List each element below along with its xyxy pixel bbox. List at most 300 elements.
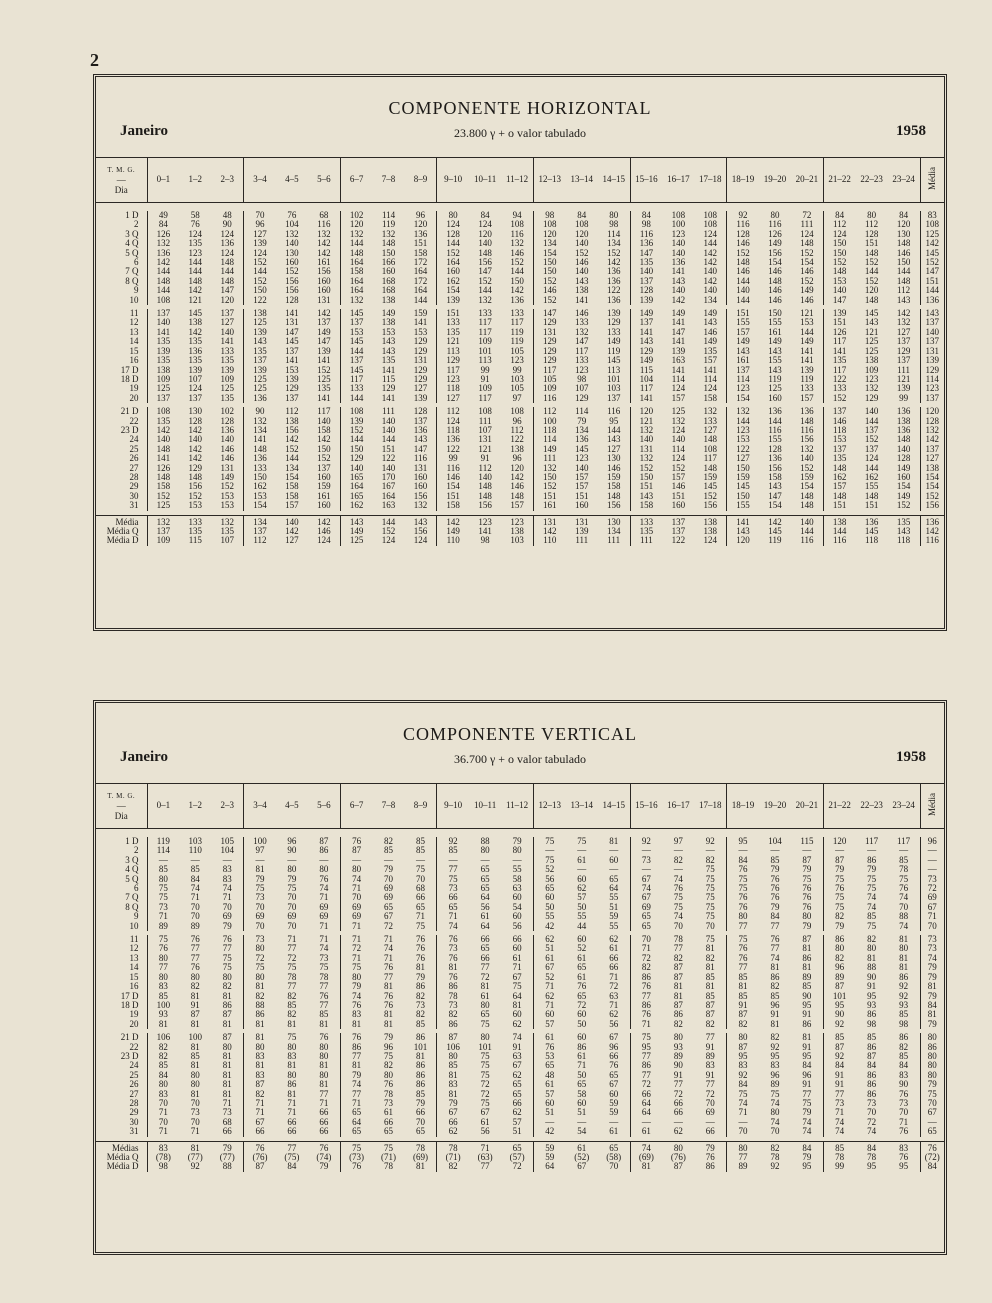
value-cell: 57 xyxy=(533,1020,565,1029)
value-cell: 146 xyxy=(220,454,234,464)
value-cell: 80 xyxy=(770,211,780,220)
value-cell: 76 xyxy=(319,991,329,1001)
value-cell: 149 xyxy=(630,309,662,318)
row-label: 24 xyxy=(129,435,139,445)
value-cell: 65 xyxy=(577,991,587,1001)
value-cell: 79 xyxy=(340,982,372,991)
value-cell: 112 xyxy=(864,220,879,230)
value-cell: 141 xyxy=(381,393,396,403)
mean-cell: 142 xyxy=(920,527,944,536)
hour-column-header: 5–6 xyxy=(308,158,340,203)
value-cell: 146 xyxy=(800,267,814,277)
value-cell: 80 xyxy=(147,875,179,884)
value-cell: 76 xyxy=(823,884,855,893)
value-cell: 164 xyxy=(413,267,428,277)
value-cell: 157 xyxy=(727,328,759,337)
value-cell: 164 xyxy=(340,277,372,286)
value-cell: 70 xyxy=(287,902,297,912)
value-cell: 86 xyxy=(577,1042,587,1052)
value-cell: 120 xyxy=(340,220,372,229)
table-row xyxy=(96,884,944,893)
value-cell: 140 xyxy=(800,454,814,464)
value-cell: 84 xyxy=(727,856,759,865)
value-cell: 79 xyxy=(802,865,812,875)
value-cell: 121 xyxy=(896,374,911,384)
value-cell: 124 xyxy=(703,229,718,239)
value-cell: 132 xyxy=(340,296,372,305)
value-cell: 135 xyxy=(220,527,234,536)
value-cell: 140 xyxy=(381,425,396,435)
table-row xyxy=(96,445,944,454)
value-cell: 143 xyxy=(671,276,686,286)
value-cell: 124 xyxy=(671,454,686,464)
value-cell: 144 xyxy=(147,267,179,276)
value-cell: 137 xyxy=(244,527,276,536)
value-cell: — xyxy=(630,1118,662,1127)
value-cell: 136 xyxy=(768,407,782,417)
table-row xyxy=(96,473,944,482)
value-cell: 50 xyxy=(577,1019,587,1029)
value-cell: 77 xyxy=(319,1089,329,1099)
value-cell: 81 xyxy=(244,1061,276,1070)
value-cell: 92 xyxy=(705,837,715,846)
value-cell: 108 xyxy=(510,220,524,230)
value-cell: 71 xyxy=(147,1127,179,1136)
value-cell: 75 xyxy=(867,874,877,884)
row-label: 18 D xyxy=(120,374,139,384)
value-cell: 80 xyxy=(727,912,759,921)
value-cell: 73 xyxy=(823,1099,855,1108)
value-cell: — xyxy=(609,1117,619,1127)
value-cell: 158 xyxy=(285,491,299,501)
value-cell: 84 xyxy=(147,220,179,229)
value-cell: 76 xyxy=(437,954,469,963)
value-cell: 133 xyxy=(574,318,589,328)
value-cell: 125 xyxy=(147,384,179,393)
value-cell: 149 xyxy=(381,309,396,319)
value-cell: 164 xyxy=(413,286,428,296)
spacer-row xyxy=(96,829,944,838)
value-cell: 129 xyxy=(896,346,911,356)
value-cell: 139 xyxy=(896,384,911,394)
value-cell: 86 xyxy=(630,1001,662,1010)
value-cell: 65 xyxy=(598,1141,630,1153)
mean-cell: 71 xyxy=(920,912,944,921)
value-cell: 128 xyxy=(864,229,879,239)
value-cell: 141 xyxy=(285,356,299,366)
value-cell: 133 xyxy=(574,356,589,366)
value-cell: 122 xyxy=(823,375,855,384)
value-cell: 72 xyxy=(577,1000,587,1010)
value-cell: 112 xyxy=(510,425,524,435)
value-cell: (71) xyxy=(381,1153,397,1162)
value-cell: 142 xyxy=(671,295,686,305)
value-cell: 62 xyxy=(512,1019,522,1029)
value-cell: 57 xyxy=(512,1117,522,1127)
value-cell: 87 xyxy=(244,1080,276,1089)
value-cell: 104 xyxy=(768,837,782,846)
value-cell: 96 xyxy=(802,1070,812,1080)
value-cell: 86 xyxy=(705,1162,715,1172)
value-cell: 117 xyxy=(533,366,565,375)
value-cell: 65 xyxy=(609,874,619,884)
value-cell: 91 xyxy=(480,454,490,464)
value-cell: 152 xyxy=(800,463,814,473)
value-cell: 135 xyxy=(630,258,662,267)
value-cell: — xyxy=(673,865,683,875)
value-cell: 127 xyxy=(606,444,621,454)
value-cell: 98 xyxy=(147,1162,179,1171)
value-cell: 134 xyxy=(606,239,621,249)
value-cell: 148 xyxy=(864,295,879,305)
value-cell: 82 xyxy=(287,1010,297,1020)
value-cell: 117 xyxy=(317,407,331,417)
value-cell: 82 xyxy=(759,1141,791,1153)
value-cell: 77 xyxy=(276,1141,308,1153)
value-cell: 121 xyxy=(478,444,492,454)
value-cell: 140 xyxy=(630,435,662,444)
value-cell: 105 xyxy=(533,375,565,384)
value-cell: 142 xyxy=(510,286,524,296)
value-cell: 59 xyxy=(609,912,619,922)
value-cell: 172 xyxy=(413,276,428,286)
value-cell: 137 xyxy=(864,425,879,435)
value-cell: — xyxy=(244,856,276,865)
value-cell: 81 xyxy=(319,1080,329,1090)
value-cell: 86 xyxy=(222,1000,232,1010)
value-cell: 62 xyxy=(437,1127,469,1136)
value-cell: 116 xyxy=(800,425,814,435)
value-cell: 80 xyxy=(437,1052,469,1061)
value-cell: 125 xyxy=(864,337,879,347)
value-cell: 92 xyxy=(823,1020,855,1029)
value-cell: 42 xyxy=(533,1127,565,1136)
value-cell: 142 xyxy=(606,258,621,268)
value-cell: 119 xyxy=(510,327,524,337)
value-cell: — xyxy=(609,865,619,875)
value-cell: 87 xyxy=(222,1010,232,1020)
value-cell: 66 xyxy=(480,953,490,963)
table-row xyxy=(96,230,944,239)
value-cell: 92 xyxy=(630,837,662,846)
value-cell: 70 xyxy=(727,1127,759,1136)
value-cell: 85 xyxy=(770,991,780,1001)
value-cell: 87 xyxy=(190,1010,200,1020)
mean-cell: 142 xyxy=(920,239,944,248)
mean-cell: 139 xyxy=(920,356,944,365)
value-cell: 156 xyxy=(413,491,428,501)
value-cell: 83 xyxy=(888,1141,920,1153)
value-cell: 51 xyxy=(533,1108,565,1117)
value-cell: 81 xyxy=(630,1162,662,1171)
value-cell: 70 xyxy=(190,902,200,912)
value-cell: 67 xyxy=(244,1118,276,1127)
value-cell: 48 xyxy=(222,211,232,220)
table-row xyxy=(96,296,944,305)
table-row xyxy=(96,347,944,356)
value-cell: 78 xyxy=(867,1153,877,1162)
value-cell: 135 xyxy=(244,347,276,356)
value-cell: 84 xyxy=(727,1080,759,1089)
value-cell: 116 xyxy=(800,536,814,546)
value-cell: 152 xyxy=(244,277,276,286)
value-cell: 61 xyxy=(577,1051,587,1061)
value-cell: 60 xyxy=(609,1089,619,1099)
value-cell: 61 xyxy=(609,1127,619,1137)
value-cell: 112 xyxy=(437,407,469,416)
value-cell: 81 xyxy=(287,1089,297,1099)
value-cell: 129 xyxy=(533,318,565,327)
value-cell: 137 xyxy=(147,527,179,536)
table-row xyxy=(96,963,944,972)
value-cell: 80 xyxy=(802,912,812,922)
value-cell: 149 xyxy=(437,527,469,536)
value-cell: 73 xyxy=(630,856,662,865)
value-cell: 76 xyxy=(727,954,759,963)
value-cell: 80 xyxy=(480,1000,490,1010)
value-cell: 75 xyxy=(319,963,329,973)
mean-cell: (72) xyxy=(920,1153,944,1162)
value-cell: 140 xyxy=(381,416,396,426)
value-cell: 72 xyxy=(287,953,297,963)
value-cell: 137 xyxy=(864,444,879,454)
value-cell: 65 xyxy=(533,884,565,893)
value-cell: 75 xyxy=(480,1098,490,1108)
value-cell: 78 xyxy=(437,1141,469,1153)
value-cell: 141 xyxy=(413,318,428,328)
value-cell: 103 xyxy=(606,384,621,394)
value-cell: 81 xyxy=(512,1000,522,1010)
value-cell: 76 xyxy=(673,884,683,894)
value-cell: 139 xyxy=(606,309,621,319)
table-row xyxy=(96,1033,944,1042)
value-cell: 140 xyxy=(574,463,589,473)
value-cell: 107 xyxy=(188,374,203,384)
value-cell: (58) xyxy=(606,1153,622,1162)
value-cell: — xyxy=(673,846,683,856)
row-label: Média xyxy=(96,515,147,527)
value-cell: 120 xyxy=(220,295,234,305)
value-cell: 81 xyxy=(244,865,276,874)
value-cell: 119 xyxy=(768,536,782,546)
value-cell: 152 xyxy=(864,258,879,268)
value-cell: 123 xyxy=(188,248,203,258)
mean-cell: 79 xyxy=(920,973,944,982)
value-cell: 135 xyxy=(147,337,179,346)
value-cell: 119 xyxy=(381,220,396,230)
value-cell: 95 xyxy=(727,1052,759,1061)
mean-cell: — xyxy=(920,846,944,855)
value-cell: 152 xyxy=(800,276,814,286)
value-cell: 148 xyxy=(147,445,179,454)
value-cell: 77 xyxy=(630,1052,662,1061)
value-cell: 108 xyxy=(703,220,718,230)
mean-cell: 81 xyxy=(920,1010,944,1019)
value-cell: 136 xyxy=(220,425,234,435)
hour-column-header: 14–15 xyxy=(598,784,630,829)
value-cell: 67 xyxy=(577,1162,587,1172)
value-cell: — xyxy=(384,855,394,865)
value-cell: 85 xyxy=(147,1061,179,1070)
value-cell: 148 xyxy=(800,501,814,511)
value-cell: 144 xyxy=(896,267,911,277)
value-cell: 164 xyxy=(340,258,372,267)
value-cell: 144 xyxy=(800,327,814,337)
value-cell: 116 xyxy=(437,464,469,473)
value-cell: 71 xyxy=(630,1020,662,1029)
value-cell: 104 xyxy=(285,220,299,230)
value-cell: 73 xyxy=(415,1000,425,1010)
value-cell: 141 xyxy=(147,328,179,337)
value-cell: 156 xyxy=(478,501,492,511)
value-cell: 85 xyxy=(705,991,715,1001)
value-cell: 142 xyxy=(188,454,203,464)
value-cell: 87 xyxy=(867,1051,877,1061)
value-cell: 158 xyxy=(147,482,179,491)
value-cell: 137 xyxy=(188,393,203,403)
value-cell: 80 xyxy=(190,1070,200,1080)
mean-cell: 151 xyxy=(920,277,944,286)
value-cell: 54 xyxy=(577,1127,587,1137)
value-cell: 62 xyxy=(512,1070,522,1080)
value-cell: 80 xyxy=(823,944,855,953)
value-cell: (74) xyxy=(316,1153,332,1162)
spacer-row xyxy=(96,203,944,212)
value-cell: 82 xyxy=(384,837,394,846)
value-cell: 160 xyxy=(896,472,911,482)
value-cell: — xyxy=(415,855,425,865)
value-cell: 132 xyxy=(703,407,718,417)
value-cell: 96 xyxy=(287,837,297,846)
value-cell: 77 xyxy=(705,1033,715,1043)
value-cell: 140 xyxy=(823,286,855,295)
value-cell: 76 xyxy=(384,963,394,973)
value-cell: 159 xyxy=(800,472,814,482)
value-cell: 115 xyxy=(381,374,396,384)
value-cell: 81 xyxy=(899,953,909,963)
value-cell: 71 xyxy=(287,1108,297,1118)
value-cell: 93 xyxy=(147,1010,179,1019)
value-cell: 93 xyxy=(673,1042,683,1052)
value-cell: 70 xyxy=(867,1108,877,1118)
value-cell: 112 xyxy=(478,463,492,473)
value-cell: 140 xyxy=(671,248,686,258)
value-cell: 144 xyxy=(703,239,718,249)
value-cell: 142 xyxy=(759,515,791,527)
value-cell: 117 xyxy=(478,318,492,328)
value-cell: 75 xyxy=(244,963,276,972)
value-cell: 128 xyxy=(188,416,203,426)
value-cell: 117 xyxy=(478,393,492,403)
value-cell: 114 xyxy=(381,211,396,220)
value-cell: 113 xyxy=(607,365,621,375)
value-cell: 75 xyxy=(823,893,855,902)
value-cell: 146 xyxy=(727,239,759,248)
value-cell: 117 xyxy=(823,337,855,346)
value-cell: 59 xyxy=(533,1153,565,1162)
value-cell: 75 xyxy=(480,1051,490,1061)
table-row xyxy=(96,220,944,229)
value-cell: 58 xyxy=(577,1089,587,1099)
value-cell: 71 xyxy=(415,912,425,922)
value-cell: 139 xyxy=(244,328,276,337)
value-cell: 118 xyxy=(437,426,469,435)
hour-column-header: 14–15 xyxy=(598,158,630,203)
value-cell: 83 xyxy=(147,982,179,991)
value-cell: 139 xyxy=(800,365,814,375)
mean-header-label: Média xyxy=(926,793,937,817)
value-cell: 87 xyxy=(673,1000,683,1010)
value-cell: 81 xyxy=(190,1061,200,1071)
value-cell: 83 xyxy=(899,1070,909,1080)
value-cell: 152 xyxy=(510,258,524,268)
value-cell: 78 xyxy=(319,972,329,982)
header-dia: Dia xyxy=(114,811,128,821)
value-cell: 109 xyxy=(147,536,179,545)
mean-cell: 73 xyxy=(920,935,944,944)
mean-cell: 67 xyxy=(920,903,944,912)
mean-cell: 86 xyxy=(920,1043,944,1052)
value-cell: 65 xyxy=(480,874,490,884)
value-cell: 136 xyxy=(606,295,621,305)
value-cell: 75 xyxy=(340,1141,372,1153)
value-cell: 142 xyxy=(188,444,203,454)
value-cell: 78 xyxy=(384,1089,394,1099)
value-cell: 157 xyxy=(671,393,686,403)
value-cell: 159 xyxy=(317,482,331,492)
value-cell: 152 xyxy=(244,258,276,267)
value-cell: 85 xyxy=(147,865,179,874)
value-cell: 81 xyxy=(384,1010,394,1020)
value-cell: 152 xyxy=(317,365,331,375)
table-row xyxy=(96,944,944,953)
value-cell: 147 xyxy=(630,249,662,258)
value-cell: 145 xyxy=(864,309,879,319)
value-cell: 93 xyxy=(899,1000,909,1010)
row-label: 24 xyxy=(129,1061,139,1071)
value-cell: 172 xyxy=(413,258,428,268)
value-cell: 152 xyxy=(340,426,372,435)
value-cell: 144 xyxy=(727,417,759,426)
value-cell: (76) xyxy=(244,1153,276,1162)
value-cell: 82 xyxy=(222,982,232,992)
value-cell: 76 xyxy=(319,1033,329,1043)
value-cell: 143 xyxy=(630,337,662,346)
value-cell: 78 xyxy=(405,1141,437,1153)
value-cell: 61 xyxy=(577,972,587,982)
value-cell: 82 xyxy=(867,935,877,945)
value-cell: 99 xyxy=(480,365,490,375)
value-cell: 65 xyxy=(577,963,587,973)
value-cell: 81 xyxy=(802,1033,812,1043)
value-cell: 154 xyxy=(800,482,814,492)
value-cell: 132 xyxy=(800,444,814,454)
row-label: 18 D xyxy=(120,1000,139,1010)
value-cell: 137 xyxy=(220,309,234,319)
value-cell: 118 xyxy=(533,426,565,435)
value-cell: 132 xyxy=(896,318,911,328)
value-cell: 137 xyxy=(630,318,662,327)
value-cell: 67 xyxy=(609,1033,619,1043)
value-cell: 140 xyxy=(703,267,718,277)
value-cell: 74 xyxy=(899,893,909,903)
value-cell: 162 xyxy=(244,482,276,491)
value-cell: 80 xyxy=(899,944,909,954)
table-row xyxy=(96,417,944,426)
value-cell: 81 xyxy=(190,1019,200,1029)
value-cell: 160 xyxy=(437,267,469,276)
value-cell: 140 xyxy=(864,407,879,417)
